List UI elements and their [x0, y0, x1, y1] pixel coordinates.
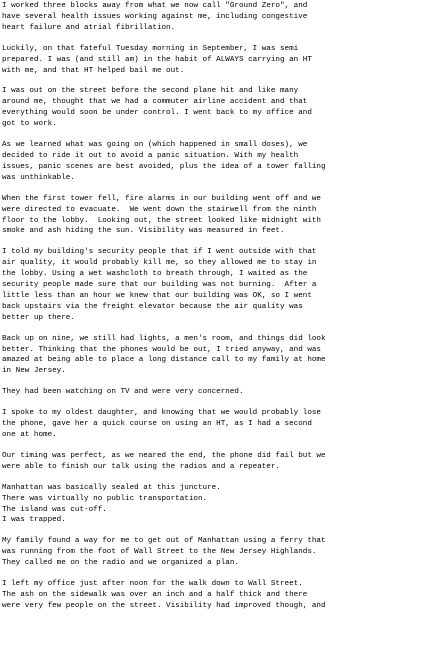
paragraph: My family found a way for me to get out of Manhattan using a ferry that was running from the foot of Wall Street to the New Jersey Highlands. They called me on the radio and we organized a plan. [2, 537, 326, 568]
paragraph: I worked three blocks away from what we now call "Ground Zero", and have several health issues working against me, including congestive heart failure and atrial fibrillation. [2, 2, 308, 32]
paragraph: They had been watching on TV and were very concerned. [2, 388, 244, 397]
paragraph: Manhattan was basically sealed at this juncture. There was virtually no public transportation. The island was cut-off. I was trapped. [2, 483, 221, 525]
paragraph: When the first tower fell, fire alarms in our building went off and we were directed to evacuate. We went down the stairwell from the ninth floor to the lobby. Looking out, the street looked like midnight with smoke and ash hiding the sun. Visibility was measured in feet. [2, 194, 321, 236]
paragraph: Back up on nine, we still had lights, a men's room, and things did look better. Thinking that the phones would be out, I tried anyway, and was amazed at being able to place a long distance call to my family at home in New Jersey. [2, 334, 326, 376]
paragraph: I left my office just after noon for the walk down to Wall Street. The ash on the sidewalk was over an inch and a half thick and there were very few people on the street. Visibility had improved though, and [2, 580, 326, 610]
document-body [2, 1, 441, 622]
paragraph: I was out on the street before the second plane hit and like many around me, thought that we had a commuter airline accident and that everything would soon be under control. I went back to my office and got to work. [2, 87, 312, 129]
paragraph: I told my building's security people that if I went outside with that air quality, it would probably kill me, so they allowed me to stay in the lobby. Using a wet washcloth to breath through, I waited as the security people made sure that our building was not burning. After a little less than an hour we knew that our building was OK, so I went back upstairs via the freight elevator because the air quality was better up there. [2, 248, 317, 322]
paragraph: I spoke to my oldest daughter, and knowing that we would probably lose the phone, gave her a quick course on using an HT, as I had a second one at home. [2, 409, 321, 439]
paragraph: Luckily, on that fateful Tuesday morning in September, I was semi prepared. I was (and still am) in the habit of ALWAYS carrying an HT with me, and that HT helped bail me out. [2, 44, 312, 75]
paragraph: Our timing was perfect, as we neared the end, the phone did fail but we were able to finish our talk using the radios and a repeater. [2, 451, 326, 471]
paragraph: As we learned what was going on (which happened in small doses), we decided to ride it out to avoid a panic situation. With my health issues, panic scenes are best avoided, plus the idea of a tower falling was unthinkable. [2, 141, 326, 182]
